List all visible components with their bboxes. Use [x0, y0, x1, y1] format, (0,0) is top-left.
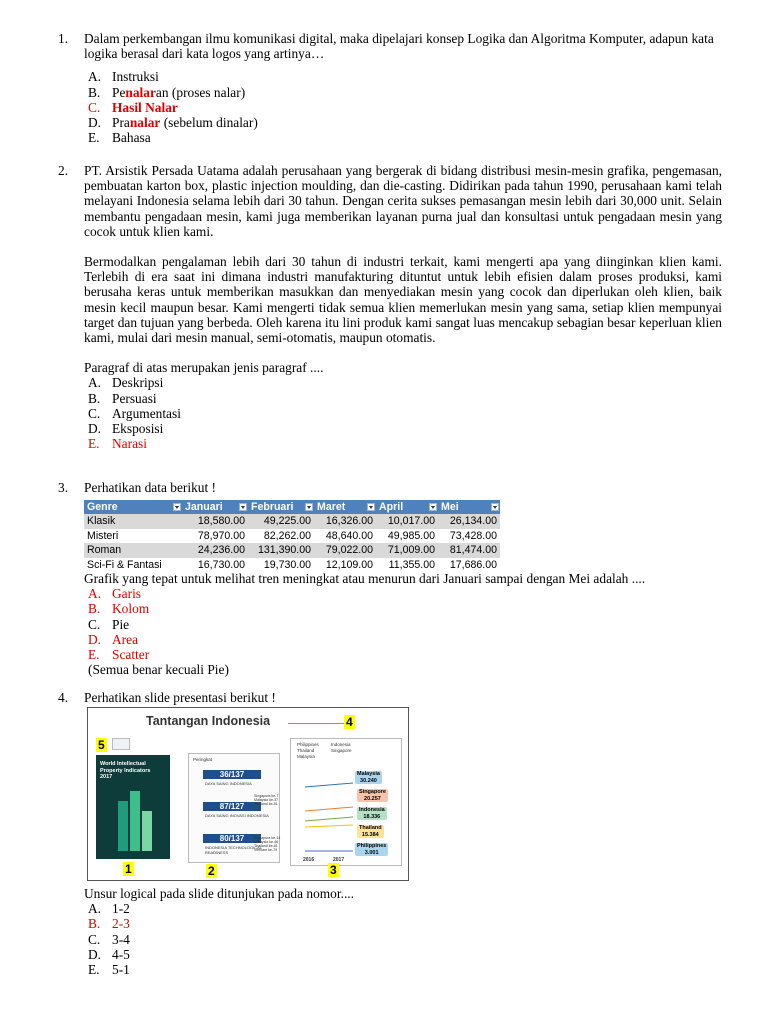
callout-singapore: Singapore 20.257	[359, 789, 386, 802]
question-1	[60, 31, 722, 145]
header-genre[interactable]: Genre	[84, 500, 182, 514]
table-row: Sci-Fi & Fantasi 16,730.00 19,730.00 12,109.00 11,355.00 17,686.00	[87, 559, 497, 572]
option-a[interactable]: A. Instruksi	[88, 69, 159, 85]
option-b[interactable]: B. Persuasi	[88, 390, 157, 406]
marker-1: 1	[125, 862, 132, 876]
series-thailand	[305, 825, 353, 827]
options-list	[88, 69, 722, 145]
filter-dropdown-icon[interactable]	[173, 503, 181, 511]
filter-dropdown-icon[interactable]	[305, 503, 313, 511]
paragraph-2: Bermodalkan pengalaman lebih dari 30 tahun di industri terkait, kami mengerti apa yang diinginkan klien kami. Terlebih di era saat ini dimana industri manufakturing dituntut untuk lebih efisien dalam proses produksi, kami berusaha keras untuk memberikan masukkan dan menyediakan mesin yang cocok dan diperlukan oleh klien, baik mesin kecil maupun besar. Kami mengerti tidak semua klien memerlukan mesin yang sama, setiap klien mempunyai target dan tujuan yang berbeda. Oleh karena itu lini produk kami sangat luas mencakup sebagian besar keperluan klien kami, mulai dari mesin manual, semi-otomatis, maupun otomatis.	[84, 254, 722, 346]
filter-dropdown-icon[interactable]	[239, 503, 247, 511]
question-number: 1.	[58, 31, 69, 46]
question-3-body	[60, 571, 722, 677]
table-row: Roman 24,236.00 131,390.00 79,022.00 71,009.00 81,474.00	[84, 543, 500, 558]
options-list	[88, 586, 722, 662]
question-4	[60, 690, 722, 705]
title-arrow	[288, 723, 344, 724]
report-cover	[96, 755, 170, 859]
series-indonesia	[305, 817, 353, 821]
data-table-wrap	[84, 500, 500, 572]
report-title: World Intellectual Property Indicators 2017	[100, 761, 151, 780]
question-text: Dalam perkembangan ilmu komunikasi digital, maka dipelajari konsep Logika dan Algoritma Komputer, adapun kata logika berasal dari kata logos yang artinya…	[84, 31, 714, 62]
series-singapore	[305, 807, 353, 811]
callout-indonesia: Indonesia 18.336	[359, 807, 385, 820]
question-number: 3.	[58, 480, 69, 495]
option-c[interactable]: C. Pie	[88, 616, 130, 632]
filter-dropdown-icon[interactable]	[491, 503, 499, 511]
legend-item: Philippines	[297, 742, 319, 747]
option-b-correct[interactable]: B. 2-3	[88, 916, 130, 932]
header-mei[interactable]: Mei	[438, 500, 500, 514]
header-maret[interactable]: Maret	[314, 500, 376, 514]
option-a[interactable]: A. 1-2	[88, 901, 130, 917]
question-number: 2.	[58, 163, 69, 178]
marker-3: 3	[330, 863, 337, 877]
option-a-correct[interactable]: A. Garis	[88, 586, 142, 602]
marker-5: 5	[98, 738, 105, 752]
question-text: Perhatikan data berikut !	[84, 480, 216, 495]
question-prompt: Paragraf di atas merupakan jenis paragraf ....	[84, 360, 324, 376]
filter-dropdown-icon[interactable]	[429, 503, 437, 511]
option-c-correct[interactable]: C. Hasil Nalar	[88, 99, 178, 115]
year-label: 2016	[303, 857, 315, 863]
option-e-correct[interactable]: E. Narasi	[88, 436, 147, 452]
slide-image	[87, 707, 409, 881]
answer-note: (Semua benar kecuali Pie)	[88, 662, 229, 678]
options-list	[88, 375, 722, 451]
option-d[interactable]: D. Pranalar (sebelum dinalar)	[88, 114, 258, 130]
header-april[interactable]: April	[376, 500, 438, 514]
option-d[interactable]: D. 4-5	[88, 946, 130, 962]
table-header-row	[84, 500, 500, 514]
callout-malaysia: Malaysia 30.240	[357, 771, 380, 784]
question-3	[60, 480, 722, 495]
logo-icon	[112, 738, 130, 750]
options-list	[88, 901, 722, 977]
legend-item: Malaysia	[297, 754, 315, 759]
rank-1: 36/137	[203, 770, 261, 779]
filter-dropdown-icon[interactable]	[367, 503, 375, 511]
legend-item: Thailand	[297, 748, 315, 753]
legend-item: Indonesia	[331, 742, 351, 747]
header-januari[interactable]: Januari	[182, 500, 248, 514]
option-e[interactable]: E. Bahasa	[88, 130, 151, 146]
question-number: 4.	[58, 690, 69, 705]
question-prompt: Grafik yang tepat untuk melihat tren meningkat atau menurun dari Januari sampai dengan Mei adalah ....	[84, 571, 646, 586]
year-label: 2017	[333, 857, 345, 863]
option-c[interactable]: C. Argumentasi	[88, 405, 181, 421]
slide-title: Tantangan Indonesia	[146, 714, 271, 728]
callout-philippines: Philippines 3.001	[357, 843, 387, 856]
side-note-1: Singapura ke-7 Malaysia ke-37 Thailand ke-51	[254, 794, 279, 806]
marker-4: 4	[346, 715, 353, 729]
option-e[interactable]: E. 5-1	[88, 961, 130, 977]
legend-item: Singapore	[331, 748, 352, 753]
question-prompt: Unsur logical pada slide ditunjukan pada nomor....	[84, 886, 354, 901]
header-februari[interactable]: Februari	[248, 500, 314, 514]
option-d[interactable]: D. Eksposisi	[88, 421, 164, 436]
option-a[interactable]: A. Deskripsi	[88, 375, 164, 391]
marker-2: 2	[208, 864, 215, 878]
question-2	[60, 163, 722, 451]
line-chart-panel	[290, 738, 402, 866]
series-malaysia	[305, 783, 353, 787]
data-table	[84, 500, 500, 572]
option-d-correct[interactable]: D. Area	[88, 631, 139, 647]
paragraph-1: PT. Arsistik Persada Uatama adalah perusahaan yang bergerak di bidang distribusi mesin-mesin grafika, pengemasan, pembuatan karton box, plastic injection moulding, dan die-casting. Didirikan pada tahun 1990, perusahaan kami telah melayani Indonesia selama lebih dari 30 tahun. Dengan cerita sukses pemasangan mesin lebih dari 30,000 unit. Selain membantu pengadaan mesin, kami juga memberikan layanan purna jual dan konsultasi untuk pengadaan mesin yang cocok untuk klien kami.	[84, 163, 722, 239]
rankings-panel: Peringkat 36/137 DAYA SAING INDONESIA 87/127 DAYA SAING INOVASI INDONESIA 80/137 INDONESIA TECHNOLOGICAL READINESS	[188, 753, 280, 863]
side-note-2: Singapura ke-14 Malaysia ke-46 Thailand ke-61 Vietnam ke-79	[254, 836, 281, 852]
option-e-correct[interactable]: E. Scatter	[88, 646, 150, 662]
table-row: Misteri 78,970.00 82,262.00 48,640.00 49,985.00 73,428.00	[87, 529, 497, 542]
option-b-correct[interactable]: B. Kolom	[88, 601, 150, 617]
rank-2: 87/127	[203, 802, 261, 811]
rank-3: 80/137	[203, 834, 261, 843]
option-c[interactable]: C. 3-4	[88, 931, 130, 947]
question-text: Perhatikan slide presentasi berikut !	[84, 690, 276, 705]
table-row: Klasik 18,580.00 49,225.00 16,326.00 10,017.00 26,134.00	[84, 514, 500, 529]
callout-thailand: Thailand 15.384	[359, 825, 382, 838]
option-b[interactable]: B. Penalaran (proses nalar)	[88, 84, 246, 100]
question-4-body	[60, 886, 722, 977]
